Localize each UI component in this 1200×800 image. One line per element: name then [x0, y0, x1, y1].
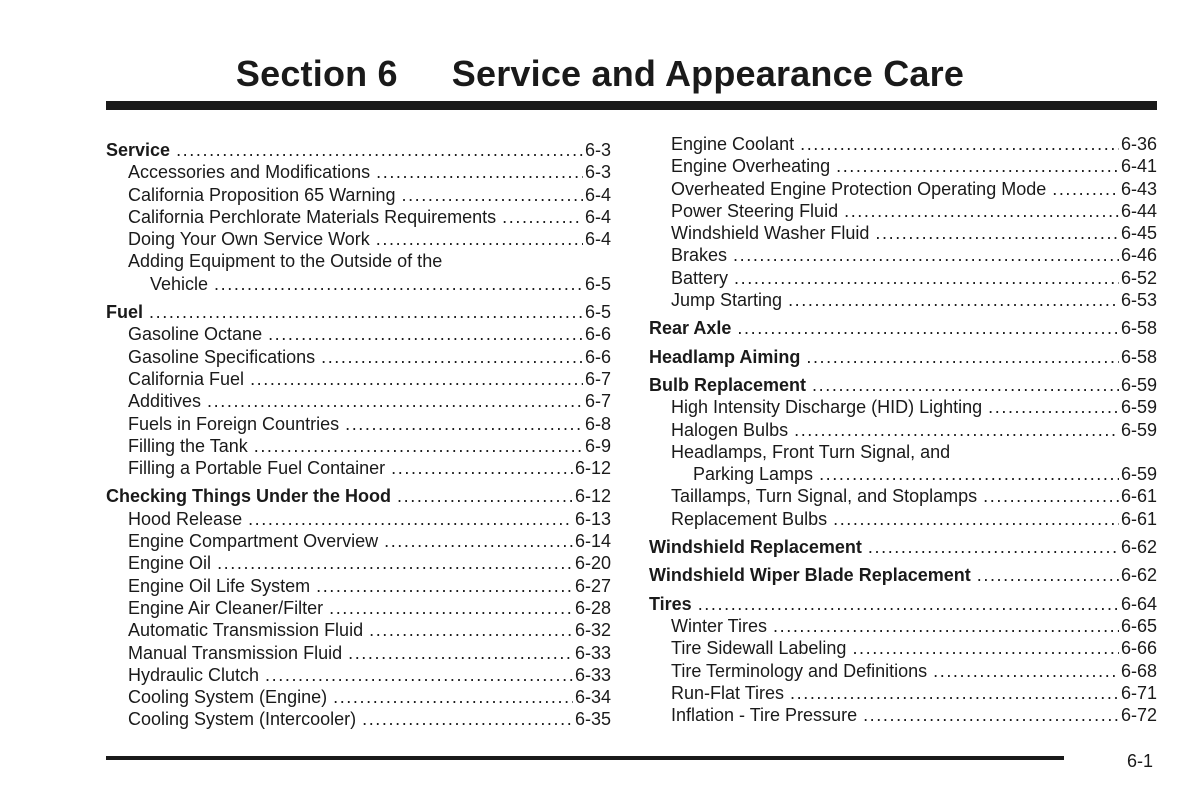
toc-heading-entry	[649, 593, 1157, 615]
dot-leader	[933, 660, 1119, 682]
toc-page-number: 6-66	[1120, 638, 1157, 659]
toc-entry	[106, 619, 611, 641]
dot-leader	[391, 457, 573, 479]
toc-entry	[106, 184, 611, 206]
toc-entry-title: Replacement Bulbs	[671, 508, 828, 529]
toc-entry-title: Fuel	[106, 302, 144, 323]
toc-page-number: 6-34	[574, 687, 611, 708]
toc-page-number: 6-68	[1120, 660, 1157, 681]
toc-entry	[106, 597, 611, 619]
toc-page-number: 6-12	[574, 458, 611, 479]
toc-entry	[106, 161, 611, 183]
toc-heading-entry	[649, 564, 1157, 586]
toc-page-number: 6-14	[574, 531, 611, 552]
toc-column-right	[649, 133, 1157, 726]
dot-leader	[376, 161, 583, 183]
toc-entry	[649, 682, 1157, 704]
dot-leader	[268, 323, 583, 345]
toc-page-number: 6-59	[1120, 397, 1157, 418]
footer-rule	[106, 756, 1064, 760]
toc-entry-title: Brakes	[671, 245, 728, 266]
toc-entry	[649, 396, 1157, 418]
toc-heading-entry	[649, 536, 1157, 558]
toc-entry-title: Cooling System (Intercooler)	[128, 709, 357, 730]
toc-page-number: 6-13	[574, 508, 611, 529]
dot-leader	[362, 708, 573, 730]
toc-entry	[106, 530, 611, 552]
toc-entry	[106, 346, 611, 368]
toc-entry	[649, 267, 1157, 289]
toc-entry-title: Hydraulic Clutch	[128, 664, 260, 685]
toc-page-number: 6-61	[1120, 486, 1157, 507]
toc-entry-title: California Perchlorate Materials Requirements	[128, 206, 497, 227]
toc-entry-title: Cooling System (Engine)	[128, 687, 328, 708]
toc-page-number: 6-44	[1120, 200, 1157, 221]
dot-leader	[806, 346, 1119, 368]
toc-entry	[106, 390, 611, 412]
toc-page-number: 6-27	[574, 575, 611, 596]
toc-column-left	[106, 139, 611, 731]
toc-page-number: 6-71	[1120, 682, 1157, 703]
toc-page-number: 6-7	[584, 368, 611, 389]
dot-leader	[149, 301, 583, 323]
toc-entry	[649, 463, 1157, 485]
toc-entry-title: Tire Terminology and Definitions	[671, 660, 928, 681]
toc-page-number: 6-32	[574, 620, 611, 641]
toc-entry-title: Jump Starting	[671, 290, 783, 311]
dot-leader	[836, 155, 1119, 177]
toc-entry-title: Vehicle	[150, 273, 209, 294]
toc-entry	[649, 178, 1157, 200]
toc-entry-title: Inflation - Tire Pressure	[671, 705, 858, 726]
toc-page-number: 6-72	[1120, 705, 1157, 726]
toc-page-number: 6-58	[1120, 346, 1157, 367]
toc-entry	[106, 323, 611, 345]
toc-page-number: 6-5	[584, 273, 611, 294]
toc-page-number: 6-62	[1120, 537, 1157, 558]
dot-leader	[329, 597, 573, 619]
toc-page-number: 6-59	[1120, 464, 1157, 485]
toc-page-number: 6-33	[574, 642, 611, 663]
dot-leader	[397, 485, 573, 507]
toc-entry-title: Checking Things Under the Hood	[106, 486, 392, 507]
toc-entry-title: Fuels in Foreign Countries	[128, 413, 340, 434]
dot-leader	[502, 206, 583, 228]
dot-leader	[977, 564, 1119, 586]
toc-entry	[649, 133, 1157, 155]
toc-entry-title: Engine Compartment Overview	[128, 531, 379, 552]
toc-entry	[106, 508, 611, 530]
dot-leader	[852, 637, 1119, 659]
toc-entry-title: Windshield Wiper Blade Replacement	[649, 565, 971, 586]
toc-entry-title: Service	[106, 140, 171, 160]
dot-leader	[833, 508, 1119, 530]
dot-leader	[176, 139, 583, 161]
toc-entry-title: Engine Air Cleaner/Filter	[128, 597, 324, 618]
dot-leader	[733, 244, 1119, 266]
toc-entry	[649, 222, 1157, 244]
dot-leader	[265, 664, 573, 686]
dot-leader	[868, 536, 1119, 558]
toc-page-number: 6-4	[584, 184, 611, 205]
dot-leader	[316, 575, 573, 597]
toc-entry-title: Adding Equipment to the Outside of the	[128, 251, 443, 272]
toc-entry	[649, 637, 1157, 659]
toc-page-number: 6-28	[574, 597, 611, 618]
toc-entry-title: Additives	[128, 391, 202, 412]
toc-page-number: 6-7	[584, 391, 611, 412]
toc-entry-title: Automatic Transmission Fluid	[128, 620, 364, 641]
toc-entry	[106, 575, 611, 597]
toc-page-number: 6-64	[1120, 593, 1157, 614]
toc-entry	[106, 642, 611, 664]
toc-entry	[106, 228, 611, 250]
toc-entry-title: High Intensity Discharge (HID) Lighting	[671, 397, 983, 418]
toc-heading-entry	[649, 374, 1157, 396]
dot-leader	[812, 374, 1119, 396]
dot-leader	[983, 485, 1119, 507]
dot-leader	[875, 222, 1119, 244]
toc-entry	[649, 508, 1157, 530]
toc-page-number: 6-65	[1120, 615, 1157, 636]
dot-leader	[988, 396, 1119, 418]
dot-leader	[384, 530, 573, 552]
title-rule	[106, 101, 1157, 110]
toc-entry-title: Parking Lamps	[693, 464, 814, 485]
toc-entry-title: Headlamps, Front Turn Signal, and	[671, 441, 951, 462]
toc-entry-title: Windshield Replacement	[649, 537, 862, 558]
toc-entry	[106, 664, 611, 686]
toc-entry	[649, 155, 1157, 177]
toc-entry	[106, 708, 611, 730]
dot-leader	[333, 686, 573, 708]
toc-page-number: 6-12	[574, 486, 611, 507]
toc-page-number: 6-45	[1120, 223, 1157, 244]
section-label: Section 6	[235, 53, 398, 94]
toc-page-number: 6-41	[1120, 156, 1157, 177]
toc-entry	[649, 419, 1157, 441]
toc-heading-entry	[106, 485, 611, 507]
toc-page-number: 6-59	[1120, 419, 1157, 440]
dot-leader	[734, 267, 1119, 289]
toc-page-number: 6-58	[1120, 318, 1157, 339]
toc-heading-entry	[106, 139, 611, 161]
toc-entry-title: Tires	[649, 593, 692, 614]
dot-leader	[345, 413, 583, 435]
toc-entry-title: Windshield Washer Fluid	[671, 223, 870, 244]
dot-leader	[790, 682, 1119, 704]
toc-page-number: 6-8	[584, 413, 611, 434]
toc-entry	[106, 435, 611, 457]
toc-page-number: 6-9	[584, 435, 611, 456]
toc-page-number: 6-3	[584, 162, 611, 183]
toc-entry	[106, 206, 611, 228]
toc-page-number: 6-6	[584, 324, 611, 345]
dot-leader	[773, 615, 1119, 637]
toc-entry-title: Gasoline Octane	[128, 324, 263, 345]
toc-page-number: 6-4	[584, 229, 611, 250]
toc-page-number: 6-6	[584, 346, 611, 367]
dot-leader	[794, 419, 1119, 441]
toc-entry-title: Doing Your Own Service Work	[128, 229, 370, 250]
toc-page-number: 6-62	[1120, 565, 1157, 586]
toc-entry	[106, 368, 611, 390]
toc-entry-title: Rear Axle	[649, 318, 732, 339]
toc-page-number: 6-46	[1120, 245, 1157, 266]
toc-entry-title: Battery	[671, 267, 729, 288]
toc-entry-title: Headlamp Aiming	[649, 346, 801, 367]
toc-entry-title: Power Steering Fluid	[671, 200, 839, 221]
toc-entry	[106, 457, 611, 479]
toc-entry	[649, 441, 1157, 463]
toc-entry	[106, 552, 611, 574]
toc-page-number: 6-35	[574, 709, 611, 730]
dot-leader	[217, 552, 573, 574]
dot-leader	[369, 619, 573, 641]
toc-entry	[106, 413, 611, 435]
toc-entry	[649, 660, 1157, 682]
toc-page-number: 6-59	[1120, 374, 1157, 395]
toc-entry-title: Overheated Engine Protection Operating Mode	[671, 178, 1047, 199]
toc-heading-entry	[649, 346, 1157, 368]
toc-entry	[649, 200, 1157, 222]
toc-entry-title: California Proposition 65 Warning	[128, 184, 396, 205]
toc-entry-title: Hood Release	[128, 508, 243, 529]
toc-heading-entry	[649, 317, 1157, 339]
dot-leader	[698, 593, 1119, 615]
dot-leader	[844, 200, 1119, 222]
toc-page-number: 6-61	[1120, 508, 1157, 529]
toc-page-number: 6-52	[1120, 267, 1157, 288]
page-title	[0, 52, 1200, 96]
dot-leader	[376, 228, 583, 250]
toc-entry	[649, 615, 1157, 637]
dot-leader	[800, 133, 1119, 155]
toc-entry-title: California Fuel	[128, 368, 245, 389]
toc-entry-title: Filling a Portable Fuel Container	[128, 458, 386, 479]
dot-leader	[737, 317, 1119, 339]
dot-leader	[254, 435, 583, 457]
dot-leader	[250, 368, 583, 390]
toc-entry-title: Tire Sidewall Labeling	[671, 638, 847, 659]
toc-page-number: 6-5	[584, 302, 611, 323]
dot-leader	[863, 704, 1119, 726]
toc-page-number: 6-4	[584, 206, 611, 227]
toc-entry-title: Halogen Bulbs	[671, 419, 789, 440]
toc-entry	[649, 704, 1157, 726]
section-name: Service and Appearance Care	[451, 53, 965, 94]
toc-page-number: 6-43	[1120, 178, 1157, 199]
dot-leader	[207, 390, 583, 412]
toc-entry	[649, 244, 1157, 266]
toc-page-number: 6-20	[574, 553, 611, 574]
dot-leader	[248, 508, 573, 530]
toc-entry	[106, 250, 611, 272]
toc-entry-title: Bulb Replacement	[649, 374, 807, 395]
dot-leader	[321, 346, 583, 368]
dot-leader	[401, 184, 583, 206]
toc-entry-title: Taillamps, Turn Signal, and Stoplamps	[671, 486, 978, 507]
dot-leader	[214, 273, 583, 295]
dot-leader	[348, 642, 573, 664]
toc-entry	[106, 686, 611, 708]
toc-page-number: 6-3	[584, 140, 611, 160]
toc-entry-title: Engine Overheating	[671, 156, 831, 177]
dot-leader	[819, 463, 1119, 485]
toc-entry	[649, 289, 1157, 311]
toc-entry-title: Engine Coolant	[671, 134, 795, 154]
dot-leader	[1052, 178, 1119, 200]
toc-entry-title: Run-Flat Tires	[671, 682, 785, 703]
toc-entry-title: Manual Transmission Fluid	[128, 642, 343, 663]
page-number: 6-1	[1127, 751, 1154, 771]
toc-entry-title: Engine Oil	[128, 553, 212, 574]
toc-entry	[106, 273, 611, 295]
toc-entry-title: Accessories and Modifications	[128, 162, 371, 183]
toc-page-number: 6-33	[574, 664, 611, 685]
toc-entry-title: Engine Oil Life System	[128, 575, 311, 596]
toc-page-number: 6-53	[1120, 290, 1157, 311]
toc-entry-title: Gasoline Specifications	[128, 346, 316, 367]
toc-entry	[649, 485, 1157, 507]
toc-entry-title: Winter Tires	[671, 615, 768, 636]
toc-entry-title: Filling the Tank	[128, 435, 248, 456]
dot-leader	[788, 289, 1119, 311]
toc-page-number: 6-36	[1120, 134, 1157, 154]
toc-heading-entry	[106, 301, 611, 323]
